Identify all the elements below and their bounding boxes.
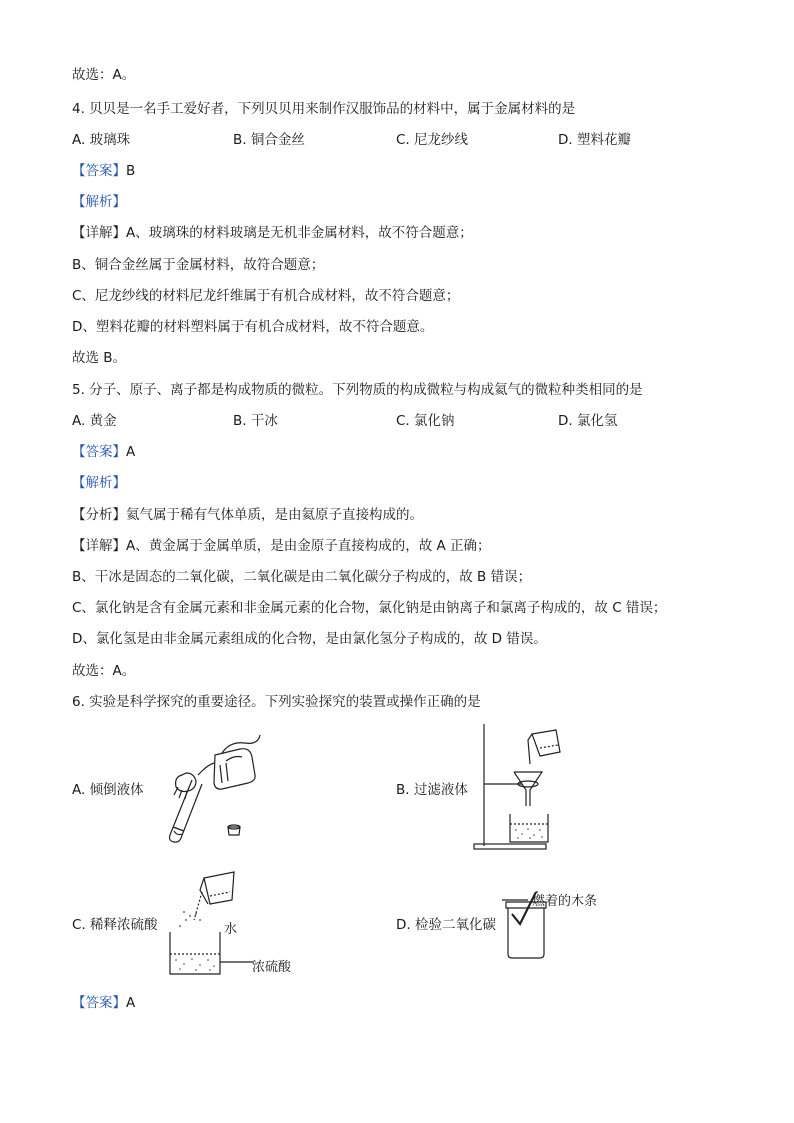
q4-detail-2: B、铜合金丝属于金属材料，故符合题意； bbox=[72, 257, 325, 273]
q4-option-c: C. 尼龙纱线 bbox=[396, 132, 469, 148]
pouring-beaker bbox=[532, 730, 560, 756]
q4-detail-3: C、尼龙纱线的材料尼龙纤维属于有机合成材料，故不符合题意； bbox=[72, 288, 460, 304]
q4-detail-4: D、塑料花瓣的材料塑料属于有机合成材料，故不符合题意。 bbox=[72, 319, 434, 335]
q4-detail-1: 【详解】A、玻璃珠的材料玻璃是无机非金属材料，故不符合题意； bbox=[72, 225, 473, 241]
fenxi-tag: 分析 bbox=[85, 507, 113, 523]
q6-option-a: A. 倾倒液体 bbox=[72, 782, 144, 798]
q4-option-b: B. 铜合金丝 bbox=[233, 132, 305, 148]
q6-option-c: C. 稀释浓硫酸 bbox=[72, 917, 158, 933]
conclusion-line: 故选：A。 bbox=[72, 67, 136, 83]
acid-beaker bbox=[170, 932, 220, 974]
q4-answer-line: 【答案】B bbox=[72, 163, 136, 179]
burning-stick-label: 燃着的木条 bbox=[532, 894, 598, 909]
analysis-tag: 解析 bbox=[85, 194, 113, 210]
q5-conclusion: 故选：A。 bbox=[72, 663, 136, 679]
detail-tag: 详解 bbox=[85, 225, 113, 241]
beaker-below bbox=[510, 814, 548, 842]
q5-answer-line: 【答案】A bbox=[72, 444, 136, 460]
question-4-stem: 4. 贝贝是一名手工爱好者，下列贝贝用来制作汉服饰品的材料中，属于金属材料的是 bbox=[72, 101, 576, 117]
q5-analysis-header: 【解析】 bbox=[72, 475, 126, 491]
pouring-liquid-figure bbox=[160, 735, 265, 845]
funnel-shape bbox=[514, 772, 542, 806]
q4-conclusion: 故选 B。 bbox=[72, 350, 127, 366]
q5-detail-1: 【详解】A、黄金属于金属单质，是由金原子直接构成的，故 A 正确； bbox=[72, 538, 491, 554]
concentrated-acid-label: 浓硫酸 bbox=[252, 960, 292, 975]
q6-answer-line: 【答案】A bbox=[72, 995, 136, 1011]
q6-answer-value: A bbox=[126, 995, 136, 1011]
q5-fenxi: 【分析】氦气属于稀有气体单质，是由氦原子直接构成的。 bbox=[72, 507, 423, 523]
q5-answer-value: A bbox=[126, 444, 136, 460]
water-beaker bbox=[204, 872, 234, 904]
filtration-figure bbox=[470, 724, 570, 854]
q5-detail-4: D、氯化氢是由非金属元素组成的化合物，是由氯化氢分子构成的，故 D 错误。 bbox=[72, 631, 547, 647]
q5-option-d: D. 氯化氢 bbox=[558, 413, 618, 429]
q5-option-c: C. 氯化钠 bbox=[396, 413, 455, 429]
q5-option-b: B. 干冰 bbox=[233, 413, 278, 429]
q4-option-d: D. 塑料花瓣 bbox=[558, 132, 631, 148]
q4-option-a: A. 玻璃珠 bbox=[72, 132, 131, 148]
water-label: 水 bbox=[224, 922, 238, 937]
q4-answer-value: B bbox=[126, 163, 136, 179]
question-5-stem: 5. 分子、原子、离子都是构成物质的微粒。下列物质的构成微粒与构成氦气的微粒种类相同的是 bbox=[72, 382, 643, 398]
answer-tag: 答案 bbox=[85, 163, 113, 179]
q6-option-b: B. 过滤液体 bbox=[396, 782, 468, 798]
q5-detail-3: C、氯化钠是含有金属元素和非金属元素的化合物，氯化钠是由钠离子和氯离子构成的，故 C 错误； bbox=[72, 600, 667, 616]
q4-analysis-header: 【解析】 bbox=[72, 194, 126, 210]
q5-detail-2: B、干冰是固态的二氧化碳，二氧化碳是由二氧化碳分子构成的，故 B 错误； bbox=[72, 569, 532, 585]
question-6-stem: 6. 实验是科学探究的重要途径。下列实验探究的装置或操作正确的是 bbox=[72, 694, 481, 710]
test-tube-shape bbox=[170, 780, 203, 842]
q6-option-d: D. 检验二氧化碳 bbox=[396, 917, 496, 933]
q5-option-a: A. 黄金 bbox=[72, 413, 117, 429]
